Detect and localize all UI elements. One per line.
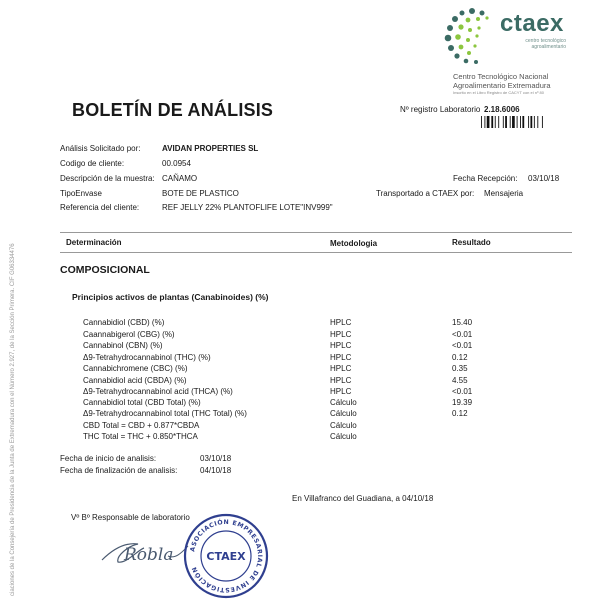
row-determinacion: Cannabidiol (CBD) (%) — [83, 318, 165, 327]
row-determinacion: Δ9-Tetrahydrocannabinol total (THC Total) (%) — [83, 409, 247, 418]
codigo-label: Codigo de cliente: — [60, 159, 125, 168]
institution-note: Inscrito en el Libro Registro de CACYT con el nº 80 — [453, 90, 544, 95]
row-metodologia: HPLC — [330, 387, 352, 396]
solicitado-label: Análisis Solicitado por: — [60, 144, 141, 153]
brand-name: ctaex — [500, 10, 564, 37]
row-resultado: 15.40 — [452, 318, 473, 327]
row-determinacion: Δ9-Tetrahydrocannabinol (THC) (%) — [83, 353, 211, 362]
fecha-fin-value: 04/10/18 — [200, 466, 232, 475]
descripcion-value: CAÑAMO — [162, 174, 198, 183]
ctaex-logo-icon — [442, 6, 502, 66]
solicitado-value: AVIDAN PROPERTIES SL — [162, 144, 259, 153]
signature-text: Robla — [124, 545, 174, 565]
row-resultado: 0.35 — [452, 364, 468, 373]
col-determinacion: Determinación — [66, 238, 122, 247]
referencia-value: REF JELLY 22% PLANTOFLIFE LOTE"INV999" — [162, 203, 333, 212]
ctaex-stamp-icon — [183, 513, 269, 599]
place-date: En Villafranco del Guadiana, a 04/10/18 — [292, 494, 434, 503]
row-resultado: <0.01 — [452, 330, 473, 339]
fecha-inicio-label: Fecha de inicio de analisis: — [60, 454, 157, 463]
row-determinacion: Caannabigerol (CBG) (%) — [83, 330, 175, 339]
barcode-icon — [481, 116, 565, 128]
fecha-recepcion-label: Fecha Recepción: — [453, 174, 518, 183]
row-resultado: <0.01 — [452, 341, 473, 350]
row-metodologia: HPLC — [330, 318, 352, 327]
row-metodologia: HPLC — [330, 376, 352, 385]
row-metodologia: Cálculo — [330, 421, 357, 430]
codigo-value: 00.0954 — [162, 159, 191, 168]
row-metodologia: HPLC — [330, 353, 352, 362]
row-determinacion: Cannabichromene (CBC) (%) — [83, 364, 188, 373]
brand-subtitle: centro tecnológico agroalimentario — [525, 38, 566, 50]
row-metodologia: Cálculo — [330, 409, 357, 418]
envase-value: BOTE DE PLASTICO — [162, 189, 239, 198]
row-resultado: 0.12 — [452, 409, 468, 418]
row-metodologia: HPLC — [330, 330, 352, 339]
row-metodologia: HPLC — [330, 364, 352, 373]
row-resultado: 0.12 — [452, 353, 468, 362]
row-determinacion: Cannabidiol acid (CBDA) (%) — [83, 376, 187, 385]
row-determinacion: Cannabinol (CBN) (%) — [83, 341, 163, 350]
fecha-recepcion-value: 03/10/18 — [528, 174, 560, 183]
row-determinacion: Δ9-Tetrahydrocannabinol acid (THCA) (%) — [83, 387, 233, 396]
row-metodologia: HPLC — [330, 341, 352, 350]
institution-name: Centro Tecnológico Nacional Agroalimentario Extremadura — [453, 72, 551, 90]
envase-label: TipoEnvase — [60, 189, 102, 198]
row-resultado: <0.01 — [452, 387, 473, 396]
section-title: COMPOSICIONAL — [60, 264, 150, 276]
stamp-center-text: CTAEX — [206, 550, 246, 563]
table-header-top-line — [60, 232, 572, 233]
row-metodologia: Cálculo — [330, 432, 357, 441]
fecha-fin-label: Fecha de finalización de analisis: — [60, 466, 178, 475]
descripcion-label: Descripción de la muestra: — [60, 174, 155, 183]
side-registration-text: ciaciones de la Consejería de Presidencia de la Junta de Extremadura con el Número 2.927, de la Sección Primera. CIF G06334476 — [10, 243, 16, 596]
row-metodologia: Cálculo — [330, 398, 357, 407]
table-header-bottom-line — [60, 252, 572, 253]
row-resultado: 19.39 — [452, 398, 473, 407]
transportado-label: Transportado a CTAEX por: — [376, 189, 475, 198]
col-metodologia: Metodologia — [330, 239, 378, 248]
row-determinacion: THC Total = THC + 0.850*THCA — [83, 432, 198, 441]
row-determinacion: CBD Total = CBD + 0.877*CBDA — [83, 421, 200, 430]
signature-icon — [98, 520, 190, 572]
fecha-inicio-value: 03/10/18 — [200, 454, 232, 463]
col-resultado: Resultado — [452, 238, 491, 247]
responsable-label: Vº Bº Responsable de laboratorio — [71, 513, 190, 522]
row-resultado: 4.55 — [452, 376, 468, 385]
stamp-ring-text: ASOCIACIÓN EMPRESARIAL DE INVESTIGACIÓN — [189, 518, 264, 594]
transportado-value: Mensajeria — [484, 189, 524, 198]
referencia-label: Referencia del cliente: — [60, 203, 140, 212]
subsection-title: Principios activos de plantas (Canabinoides) (%) — [72, 292, 269, 302]
registro-label: Nº registro Laboratorio — [400, 105, 481, 114]
row-determinacion: Cannabidiol total (CBD Total) (%) — [83, 398, 201, 407]
registro-value: 2.18.6006 — [484, 105, 520, 114]
page-title: BOLETÍN DE ANÁLISIS — [72, 100, 274, 120]
